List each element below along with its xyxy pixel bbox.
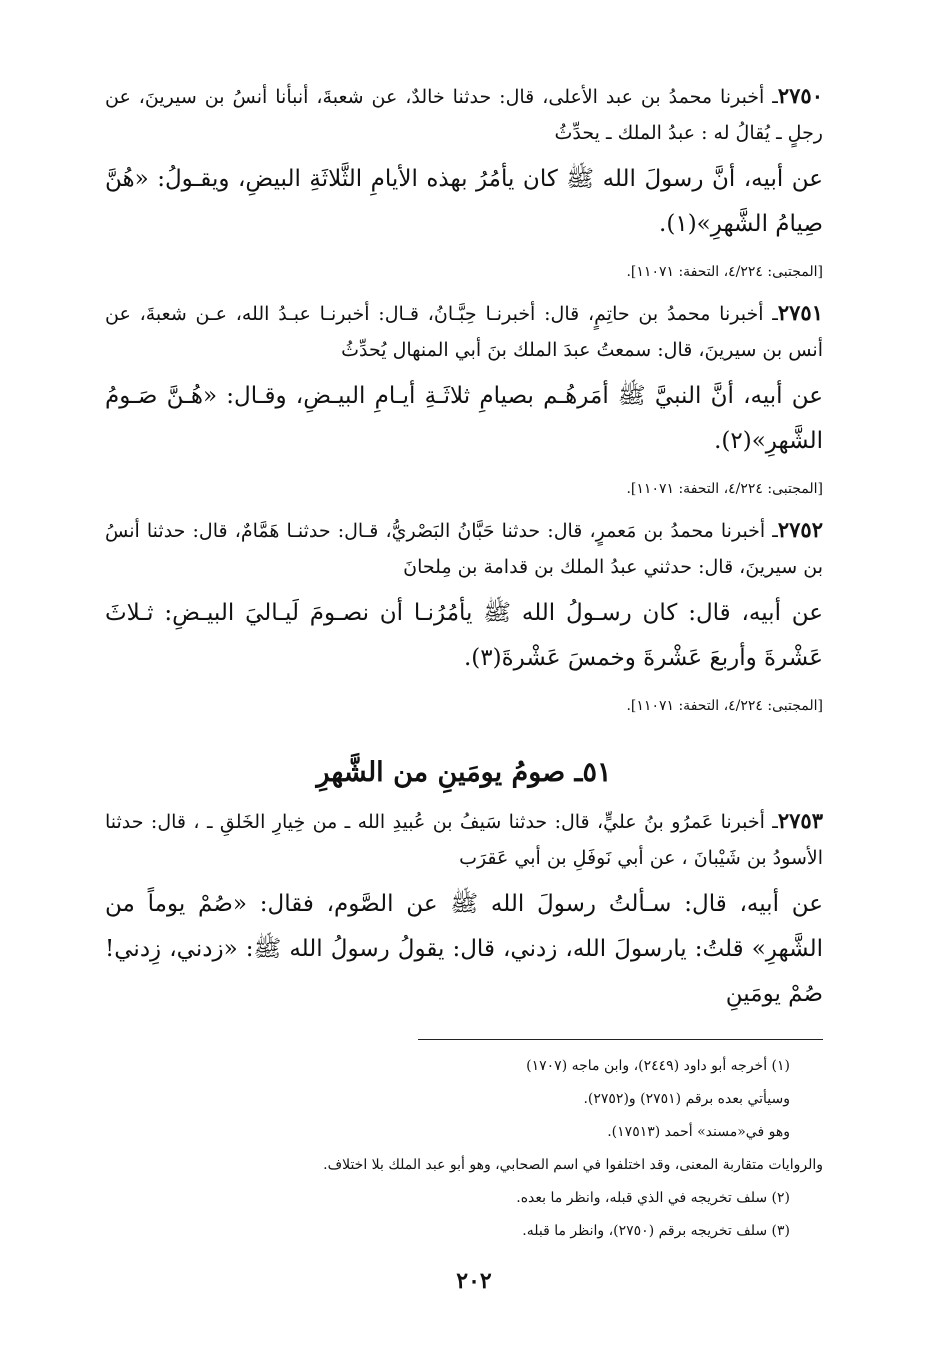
hadith-isnad [105, 295, 823, 368]
chapter-heading: ٥١ـ صومُ يومَينِ من الشَّهرِ [316, 757, 612, 788]
footnote-1-continuation: وهو في«مسند» أحمد (١٧٥١٣). [607, 1124, 790, 1140]
hadith-number: ٢٧٥٢ [777, 517, 823, 542]
footnotes [105, 1050, 823, 1248]
hadith-number: ٢٧٥١ [777, 300, 823, 325]
page-number: ٢٠٢ [456, 1268, 492, 1294]
page-body [105, 78, 823, 1248]
hadith-matn: عن أبيه، قال: كان رسـولُ الله ﷺ يأمُرُنـا أن نصـومَ لَيـاليَ البيـضِ: ثـلاثَ عَشْرةَ وأربعَ عَشْرةَ وخمسَ عَشْرةَ(٣). [105, 600, 823, 671]
footnote-1-continuation: وسيأتي بعده برقم (٢٧٥١) و(٢٧٥٢). [583, 1091, 790, 1107]
hadith-isnad [105, 512, 823, 585]
hadith-reference: [المجتبى: ٤/٢٢٤، التحفة: ١١٠٧١]. [626, 698, 823, 714]
hadith-isnad [105, 803, 823, 876]
footnote-divider [418, 1039, 823, 1040]
hadith-reference: [المجتبى: ٤/٢٢٤، التحفة: ١١٠٧١]. [626, 264, 823, 280]
hadith-number: ٢٧٥٠ [777, 83, 823, 108]
hadith-2751 [105, 295, 823, 502]
footnote-1: (١) أخرجه أبو داود (٢٤٤٩)، وابن ماجه (١٧٠٧) [526, 1058, 790, 1074]
isnad-text: ـ أخبرنا محمدُ بن حاتِمٍ، قال: أخبرنـا حِبَّـانُ، قـال: أخبرنـا عبـدُ الله، عـن شعبةَ، عن أنس بن سيرينَ، قال: سمعتُ عبدَ الملك بنَ أبي المنهال يُحدِّثُ [105, 303, 823, 361]
hadith-2750 [105, 78, 823, 285]
hadith-2752 [105, 512, 823, 719]
isnad-text: ـ أخبرنا محمدُ بن عبد الأعلى، قال: حدثنا خالدٌ، عن شعبةَ، أنبأنا أنسُ بن سيرينَ، عن رجلٍ ـ يُقالُ له : عبدُ الملك ـ يحدِّثُ [105, 86, 823, 144]
footnote-1-note: والروايات متقاربة المعنى، وقد اختلفوا في اسم الصحابي، وهو أبو عبد الملك بلا اختلاف. [323, 1157, 823, 1173]
hadith-isnad [105, 78, 823, 151]
hadith-matn: عن أبيه، قال: سـألتُ رسولَ الله ﷺ عن الصَّوم، فقال: «صُمْ يوماً من الشَّهرِ» قلتُ: يارسولَ الله، زدني، قال: يقولُ رسولُ الله ﷺ: «زدني، زِدني! صُمْ يومَينِ [105, 891, 823, 1007]
hadith-matn: عن أبيه، أنَّ رسولَ الله ﷺ كان يأمُرُ بهذه الأيامِ الثَّلاثَةِ البيضِ، ويقـولُ: «هُنَّ صِيامُ الشَّهرِ»(١). [105, 166, 823, 237]
footnote-3: (٣) سلف تخريجه برقم (٢٧٥٠)، وانظر ما قبله. [522, 1223, 790, 1239]
isnad-text: ـ أخبرنا عَمرُو بنُ عليٍّ، قال: حدثنا سَيفُ بن عُبيدِ الله ـ من خِيارِ الخَلقِ ـ ، قال: حدثنا الأسودُ بن شَيْبانَ ، عن أبي نَوفَلِ بن أبي عَقرَب [105, 811, 823, 869]
isnad-text: ـ أخبرنا محمدُ بن مَعمرٍ، قال: حدثنا حَبَّانُ البَصْريُّ، قـال: حدثنـا هَمَّامٌ، قال: حدثنا أنسُ بن سيرينَ، قال: حدثني عبدُ الملك بن قدامة بن مِلحانَ [105, 520, 823, 578]
hadith-matn: عن أبيه، أنَّ النبيَّ ﷺ أمَرهُـم بصيامِ ثلاثَـةِ أيـامِ البيـضِ، وقـال: «هُـنَّ صَـومُ الشَّهرِ»(٢). [105, 383, 823, 454]
hadith-reference: [المجتبى: ٤/٢٢٤، التحفة: ١١٠٧١]. [626, 481, 823, 497]
hadith-number: ٢٧٥٣ [777, 808, 823, 833]
footnote-2: (٢) سلف تخريجه في الذي قبله، وانظر ما بعده. [516, 1190, 790, 1206]
hadith-2753 [105, 803, 823, 1017]
